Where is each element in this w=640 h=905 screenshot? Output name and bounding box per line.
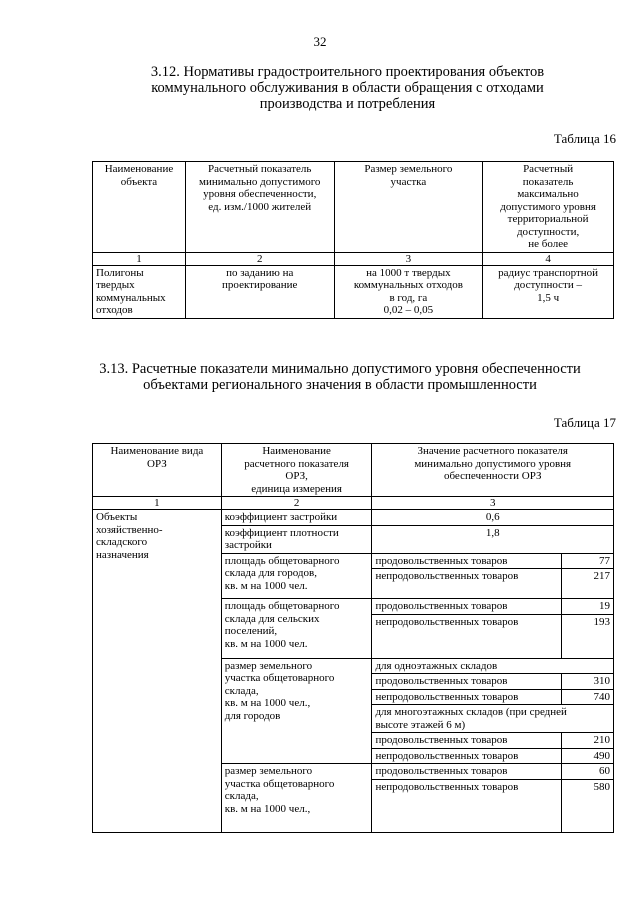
- table-16-label: Таблица 16: [553, 131, 616, 146]
- header-cell: Расчетный показатель максимально допустимого уровня территориальной доступности, не более: [483, 162, 614, 253]
- item-value: 210: [562, 733, 614, 749]
- empty-cell: [372, 794, 562, 808]
- empty-cell: [562, 808, 614, 822]
- item-value: 580: [562, 779, 614, 794]
- indicator-value: 0,6: [372, 510, 614, 526]
- title-line: 3.13. Расчетные показатели минимально допустимого уровня обеспеченности: [99, 361, 581, 377]
- subheader: для многоэтажных складов (при средней высоте этажей 6 м): [372, 705, 614, 733]
- item-value: 740: [562, 689, 614, 705]
- item-label: непродовольственных товаров: [372, 614, 562, 658]
- indicator-cell: по заданию на проектирование: [185, 265, 334, 318]
- item-value: 310: [562, 674, 614, 690]
- title-line: объектами регионального значения в области промышленности: [143, 377, 537, 393]
- column-number: 2: [221, 497, 372, 510]
- table-17: [92, 443, 614, 833]
- column-number: 1: [93, 252, 186, 265]
- item-value: 490: [562, 748, 614, 764]
- column-number: 2: [185, 252, 334, 265]
- item-label: непродовольственных товаров: [372, 779, 562, 794]
- column-number: 3: [372, 497, 614, 510]
- section-3-13-title: [60, 361, 620, 393]
- header-cell: Расчетный показатель минимально допустимого уровня обеспеченности, ед. изм./1000 жителей: [185, 162, 334, 253]
- table-row: [93, 265, 614, 318]
- column-number: 3: [334, 252, 483, 265]
- item-label: продовольственных товаров: [372, 733, 562, 749]
- indicator-name: размер земельного участка общетоварного склада, кв. м на 1000 чел.,: [221, 764, 372, 833]
- indicator-name: коэффициент застройки: [221, 510, 372, 526]
- header-cell: Наименование расчетного показателя ОРЗ, единица измерения: [221, 444, 372, 497]
- column-number: 4: [483, 252, 614, 265]
- header-cell: Наименование вида ОРЗ: [93, 444, 222, 497]
- item-label: продовольственных товаров: [372, 553, 562, 569]
- item-label: непродовольственных товаров: [372, 689, 562, 705]
- land-size-cell: на 1000 т твердых коммунальных отходов в год, га 0,02 – 0,05: [334, 265, 483, 318]
- object-name-cell: Объекты хозяйственно- складского назначения: [93, 510, 222, 833]
- indicator-name: размер земельного участка общетоварного склада, кв. м на 1000 чел., для городов: [221, 658, 372, 764]
- column-number: 1: [93, 497, 222, 510]
- object-name-cell: Полигоны твердых коммунальных отходов: [93, 265, 186, 318]
- subheader: для одноэтажных складов: [372, 658, 614, 674]
- item-value: 19: [562, 599, 614, 615]
- item-value: 77: [562, 553, 614, 569]
- indicator-name: площадь общетоварного склада для городов, кв. м на 1000 чел.: [221, 553, 372, 599]
- empty-cell: [562, 822, 614, 832]
- item-value: 217: [562, 569, 614, 599]
- section-3-12-title: [95, 64, 600, 112]
- table-16: [92, 161, 614, 319]
- item-label: продовольственных товаров: [372, 764, 562, 780]
- table-header-row: [93, 444, 614, 497]
- empty-cell: [562, 794, 614, 808]
- column-number-row: [93, 497, 614, 510]
- indicator-name: коэффициент плотности застройки: [221, 525, 372, 553]
- table-header-row: [93, 162, 614, 253]
- empty-cell: [372, 822, 562, 832]
- item-value: 60: [562, 764, 614, 780]
- item-label: непродовольственных товаров: [372, 748, 562, 764]
- page-number: 32: [313, 34, 327, 49]
- item-label: непродовольственных товаров: [372, 569, 562, 599]
- accessibility-cell: радиус транспортной доступности – 1,5 ч: [483, 265, 614, 318]
- title-line: 3.12. Нормативы градостроительного проектирования объектов: [150, 64, 545, 80]
- indicator-value: 1,8: [372, 525, 614, 553]
- indicator-name: площадь общетоварного склада для сельских поселений, кв. м на 1000 чел.: [221, 599, 372, 659]
- title-line: коммунального обслуживания в области обращения с отходами: [151, 80, 544, 96]
- item-label: продовольственных товаров: [372, 599, 562, 615]
- title-line: производства и потребления: [259, 96, 436, 112]
- empty-cell: [372, 808, 562, 822]
- column-number-row: [93, 252, 614, 265]
- table-row: [93, 510, 614, 526]
- item-value: 193: [562, 614, 614, 658]
- item-label: продовольственных товаров: [372, 674, 562, 690]
- header-cell: Наименование объекта: [93, 162, 186, 253]
- table-17-label: Таблица 17: [553, 415, 616, 430]
- header-cell: Размер земельного участка: [334, 162, 483, 253]
- header-cell: Значение расчетного показателя минимально допустимого уровня обеспеченности ОРЗ: [372, 444, 614, 497]
